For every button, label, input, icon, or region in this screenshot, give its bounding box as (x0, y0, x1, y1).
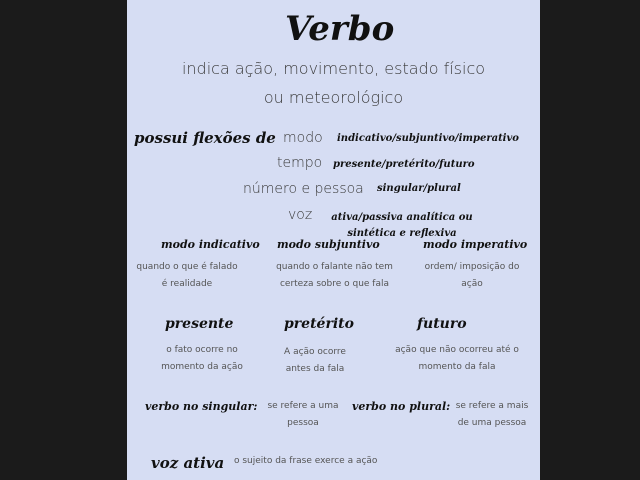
flexao-label-voz: voz (288, 207, 313, 223)
tempo-presente-desc: o fato ocorre no momento da ação (161, 345, 243, 373)
subtitle-line-1: indica ação, movimento, estado físico (181, 59, 486, 78)
modo-indicativo-heading: modo indicativo (161, 238, 260, 251)
flexao-label-modo: modo (283, 130, 323, 146)
modo-subjuntivo-desc: quando o falante não tem certeza sobre o que fala (276, 262, 393, 290)
verbo-plural-desc: se refere a mais de uma pessoa (455, 401, 529, 429)
flexao-values-tempo: presente/pretérito/futuro (333, 159, 475, 170)
verbo-singular-heading: verbo no singular: (145, 400, 258, 413)
flexao-label-tempo: tempo (277, 155, 323, 171)
modo-subjuntivo-heading: modo subjuntivo (277, 238, 380, 251)
modo-imperativo-heading: modo imperativo (423, 238, 528, 251)
page-title: Verbo (285, 9, 395, 49)
verbo-singular-desc: se refere a uma pessoa (267, 401, 339, 429)
tempo-preterito-heading: pretérito (284, 316, 354, 332)
modo-imperativo-desc: ordem/ imposição do ação (424, 262, 520, 290)
subtitle-line-2: ou meteorológico (263, 88, 404, 107)
tempo-preterito-desc: A ação ocorre antes da fala (284, 347, 346, 375)
voz-ativa-heading: voz ativa (151, 454, 225, 472)
modo-indicativo-desc: quando o que é falado é realidade (136, 262, 238, 290)
flexao-values-voz: ativa/passiva analítica ou sintética e reflexiva (331, 212, 473, 239)
flexoes-heading: possui flexões de (134, 129, 276, 147)
tempo-futuro-desc: ação que não ocorreu até o momento da fala (395, 345, 519, 373)
flexao-label-numero: número e pessoa (243, 181, 364, 197)
flexao-values-numero: singular/plural (377, 183, 461, 194)
flexao-values-modo: indicativo/subjuntivo/imperativo (337, 133, 519, 144)
document-page (127, 0, 540, 480)
voz-ativa-desc: o sujeito da frase exerce a ação (234, 456, 378, 466)
tempo-presente-heading: presente (165, 316, 234, 332)
tempo-futuro-heading: futuro (417, 316, 467, 332)
verbo-plural-heading: verbo no plural: (352, 400, 451, 413)
